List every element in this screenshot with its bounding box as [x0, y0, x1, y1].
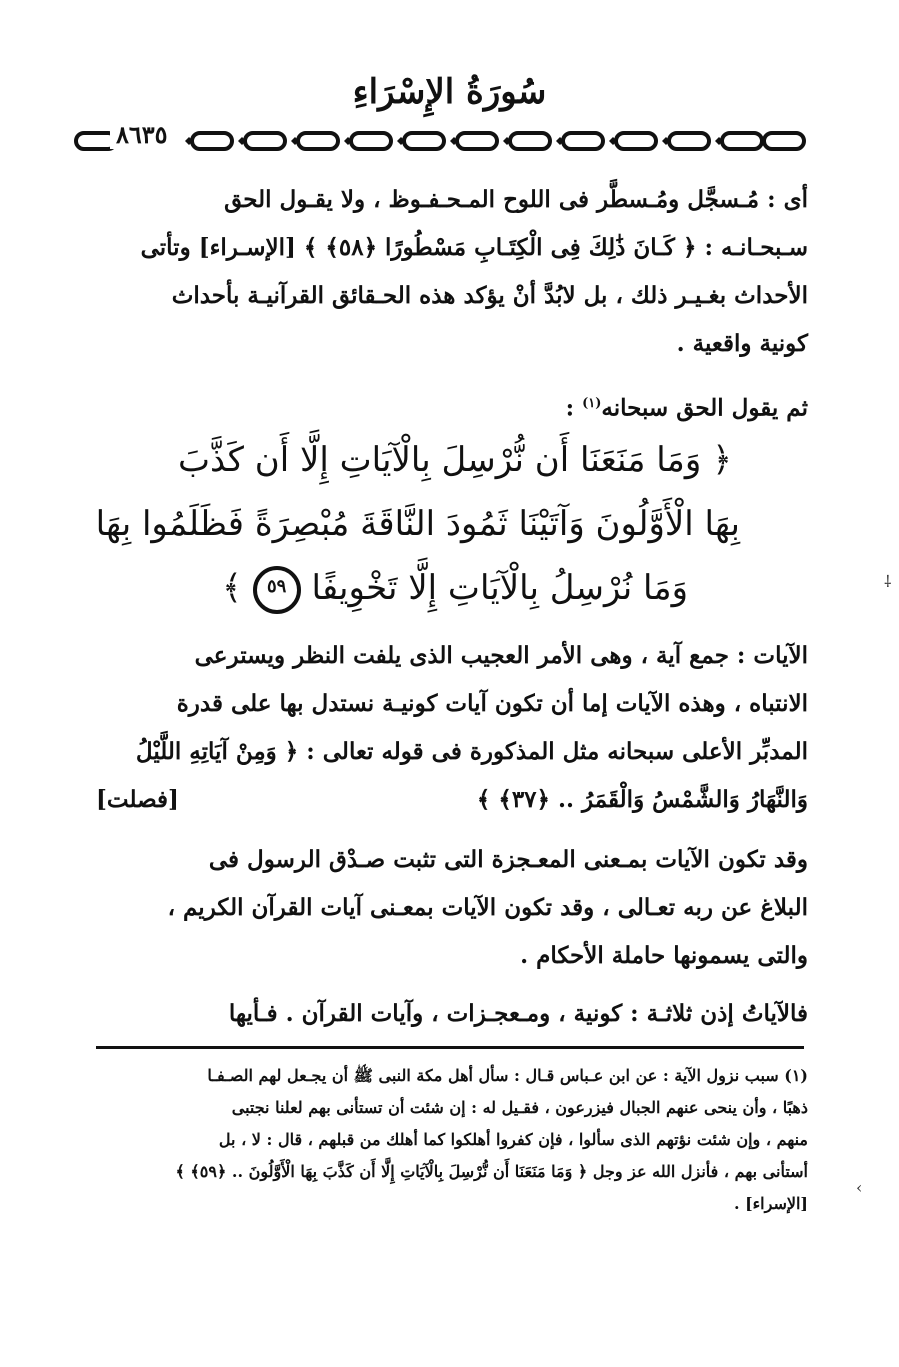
paragraph-line: وقد تكون الآيات بمـعنى المعـجزة التى تثبت صـدْق الرسول فى: [208, 846, 808, 873]
paragraph-line-with-source: [96, 776, 808, 824]
footnote: [96, 1060, 808, 1220]
footnote-ref: (١): [582, 396, 602, 411]
verse-line-last: [170, 556, 740, 620]
paragraph-line-text: وَالنَّهَارُ وَالشَّمْسُ وَالْقَمَرُ .. ﴿٣٧﴾ ﴾: [476, 786, 808, 813]
paragraph-line: سـبحـانـه : ﴿ كَـانَ ذَٰلِكَ فِى الْكِتَـابِ مَسْطُورًا ﴿٥٨﴾ ﴾ [الإسـراء] وتأتى: [140, 234, 808, 261]
decorative-border: [70, 126, 810, 156]
paragraph-2: [96, 632, 808, 824]
footnote-line: ذهبًا ، وأن ينحى عنهم الجبال فيزرعون ، فقـيل له : إن شئت أن تستأنى بهم لعلنا نجتبى: [231, 1098, 808, 1117]
verse-line: بِهَا الْأَوَّلُونَ وَآتَيْنَا ثَمُودَ النَّاقَةَ مُبْصِرَةً فَظَلَمُوا بِهَا: [95, 504, 740, 544]
verse-line: ﴿ وَمَا مَنَعَنَا أَن نُّرْسِلَ بِالْآيَاتِ إِلَّا أَن كَذَّبَ: [177, 440, 733, 480]
paragraph-line: الآيات : جمع آية ، وهى الأمر العجيب الذى يلفت النظر ويسترعى: [194, 642, 808, 669]
paragraph-1: [96, 176, 808, 368]
paragraph-line: أى : مُـسجَّل ومُـسطَّر فى اللوح المـحـفـوظ ، ولا يقـول الحق: [224, 186, 808, 213]
footnote-line: منهم ، وإن شئت نؤتهم الذى سألوا ، فإن كفروا أهلكوا كما أهلك من قبلهم ، قال : لا ، بل: [218, 1130, 808, 1149]
paragraph-3: [96, 836, 808, 980]
paragraph-line: كونية واقعية .: [676, 330, 808, 357]
footnote-heading: سبب نزول الآية :: [662, 1066, 779, 1085]
footnote-divider: [96, 1046, 804, 1049]
paragraph-line: الانتباه ، وهذه الآيات إما أن تكون آيات كونيـة نستدل بها على قدرة: [176, 690, 808, 717]
quran-verse: [95, 428, 740, 620]
surah-source: [فصلت]: [96, 786, 179, 813]
scan-speck: ‹: [856, 1178, 863, 1197]
verse-intro: [96, 380, 808, 433]
paragraph-line: فالآياتُ إذن ثلاثـة : كونية ، ومـعجـزات ، وآيات القرآن . فـأيها: [228, 1000, 808, 1027]
footnote-line: أستأنى بهم ، فأنزل الله عز وجل ﴿ وَمَا مَنَعَنَا أَن نُّرْسِلَ بِالْآيَاتِ إِلَّا أَن كَذَّبَ بِهَا الْأَوَّلُونَ .. ﴿٥٩﴾ ﴾: [175, 1162, 808, 1181]
paragraph-line: البلاغ عن ربه تعـالى ، وقد تكون الآيات بمعـنى آيات القرآن الكريم ،: [167, 894, 808, 921]
footnote-line: [96, 1060, 808, 1092]
footnote-text: عن ابن عـباس قـال : سأل أهل مكة النبى ﷺ أن يجـعل لهم الصـفـا: [207, 1066, 658, 1085]
surah-title: سُورَةُ الإِسْرَاءِ: [352, 72, 547, 112]
intro-text: ثم يقول الحق سبحانه: [601, 394, 808, 422]
footnote-number: (١): [784, 1066, 808, 1085]
paragraph-line: الأحداث بغـيـر ذلك ، بل لابُدَّ أنْ يؤكد هذه الحـقائق القرآنيـة بأحداث: [171, 282, 808, 309]
paragraph-line: المدبِّر الأعلى سبحانه مثل المذكورة فى قوله تعالى : ﴿ وَمِنْ آيَاتِهِ اللَّيْلُ: [135, 738, 808, 765]
paragraph-4: [96, 990, 808, 1038]
paragraph-line: والتى يسمونها حاملة الأحكام .: [520, 942, 808, 969]
scan-speck: ⸸: [884, 572, 892, 591]
intro-colon: :: [565, 394, 583, 422]
footnote-line: [الإسراء] .: [733, 1194, 808, 1213]
verse-close-bracket: ﴾: [221, 568, 242, 608]
verse-line-text: وَمَا نُرْسِلُ بِالْآيَاتِ إِلَّا تَخْوِيفًا: [311, 568, 689, 608]
page-number: ٨٦٣٥: [110, 120, 174, 149]
ayah-number-marker: ٥٩: [253, 566, 301, 614]
